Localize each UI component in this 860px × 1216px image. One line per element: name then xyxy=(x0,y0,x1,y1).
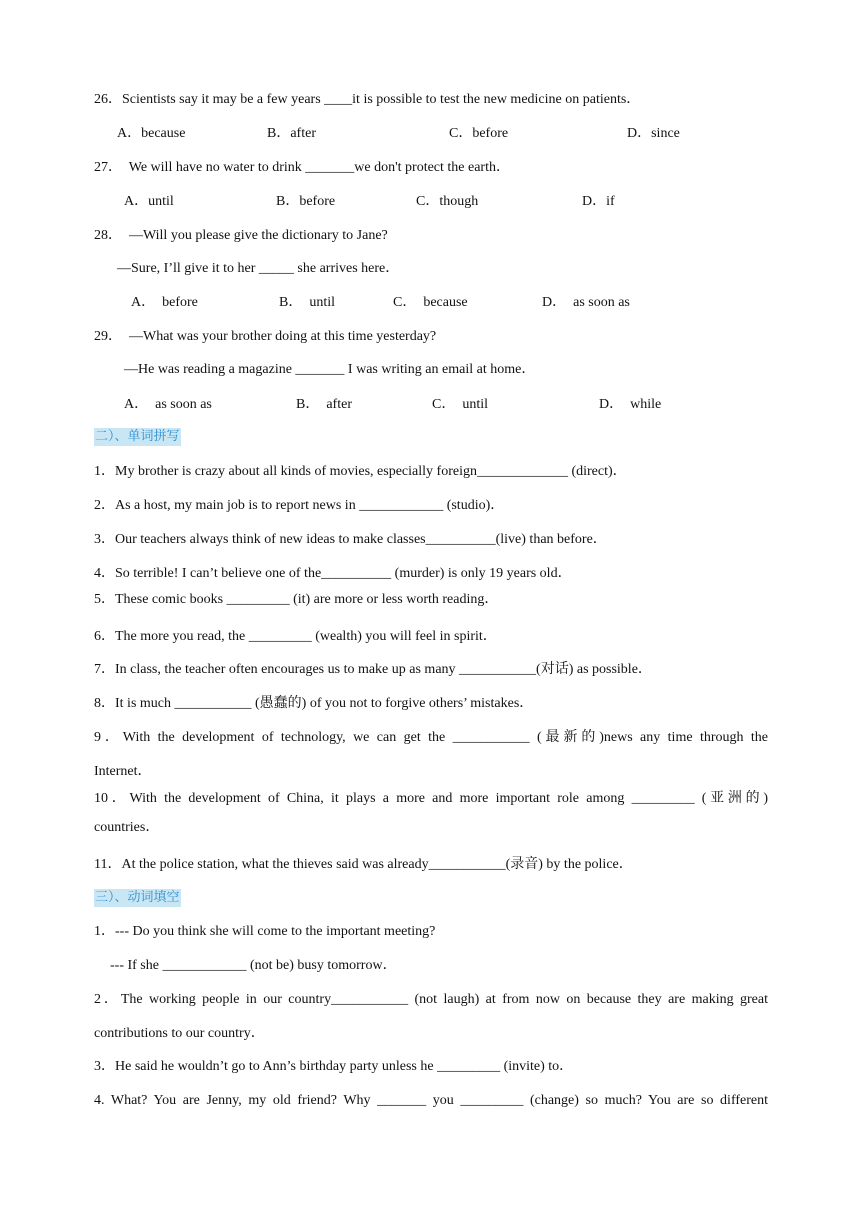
spelling-item-10: 10．With the development of China, it plays a more and more important role among _________ (亚洲的) xyxy=(94,791,768,806)
question-29-reply: —He was reading a magazine _______ I was writing an email at home． xyxy=(124,362,536,377)
option-b: B．after xyxy=(267,126,316,141)
spelling-item-11: 11．At the police station, what the thieves said was already___________(录音) by the police． xyxy=(94,857,633,872)
section-heading-spelling: 二）、单词拼写 xyxy=(95,429,180,444)
option-a: A．until xyxy=(124,194,174,209)
option-d: D．since xyxy=(627,126,680,141)
spelling-item-5: 5．These comic books _________ (it) are more or less worth reading． xyxy=(94,592,499,607)
spelling-item-2: 2．As a host, my main job is to report news in ____________ (studio)． xyxy=(94,498,505,513)
spelling-item-9: 9．With the development of technology, we can get the ___________ (最新的)news any time through the xyxy=(94,730,768,745)
question-28-stem: 28． —Will you please give the dictionary to Jane? xyxy=(94,228,388,243)
option-a: A．because xyxy=(117,126,186,141)
spelling-item-7: 7．In class, the teacher often encourages us to make up as many ___________(对话) as possible． xyxy=(94,662,652,677)
verb-item-2-cont: contributions to our country． xyxy=(94,1026,265,1041)
spelling-item-10-cont: countries． xyxy=(94,820,160,835)
option-d: D． as soon as xyxy=(542,295,630,310)
option-c: C．before xyxy=(449,126,509,141)
option-a: A． before xyxy=(131,295,198,310)
verb-item-1-reply: --- If she ____________ (not be) busy tomorrow． xyxy=(110,958,397,973)
verb-item-4: 4. What? You are Jenny, my old friend? Why _______ you _________ (change) so much? You are so different xyxy=(94,1093,768,1108)
question-29-stem: 29． —What was your brother doing at this time yesterday? xyxy=(94,329,437,344)
verb-item-1: 1．--- Do you think she will come to the important meeting? xyxy=(94,924,436,939)
spelling-item-6: 6．The more you read, the _________ (wealth) you will feel in spirit． xyxy=(94,629,497,644)
verb-item-2: 2．The working people in our country___________ (not laugh) at from now on because they are making great xyxy=(94,992,768,1007)
question-27-stem: 27． We will have no water to drink _______we don't protect the earth． xyxy=(94,160,510,175)
option-b: B． until xyxy=(279,295,336,310)
spelling-item-1: 1．My brother is crazy about all kinds of movies, especially foreign_____________ (direct)． xyxy=(94,464,627,479)
question-26-stem: 26．Scientists say it may be a few years ____it is possible to test the new medicine on patients． xyxy=(94,92,641,107)
option-c: C．though xyxy=(416,194,479,209)
option-d: D．if xyxy=(582,194,615,209)
spelling-item-3: 3．Our teachers always think of new ideas to make classes__________(live) than before． xyxy=(94,532,607,547)
spelling-item-9-cont: Internet． xyxy=(94,764,152,779)
option-c: C． until xyxy=(432,397,489,412)
option-b: B． after xyxy=(296,397,352,412)
option-b: B．before xyxy=(276,194,336,209)
option-a: A． as soon as xyxy=(124,397,212,412)
spelling-item-8: 8．It is much ___________ (愚蠢的) of you not to forgive others’ mistakes． xyxy=(94,696,534,711)
option-c: C． because xyxy=(393,295,468,310)
spelling-item-4: 4．So terrible! I can’t believe one of the__________ (murder) is only 19 years old． xyxy=(94,566,572,581)
verb-item-3: 3．He said he wouldn’t go to Ann’s birthday party unless he _________ (invite) to． xyxy=(94,1059,574,1074)
question-28-reply: —Sure, I’ll give it to her _____ she arrives here． xyxy=(117,261,400,276)
section-heading-verbs: 三）、动词填空 xyxy=(95,890,180,905)
option-d: D． while xyxy=(599,397,662,412)
